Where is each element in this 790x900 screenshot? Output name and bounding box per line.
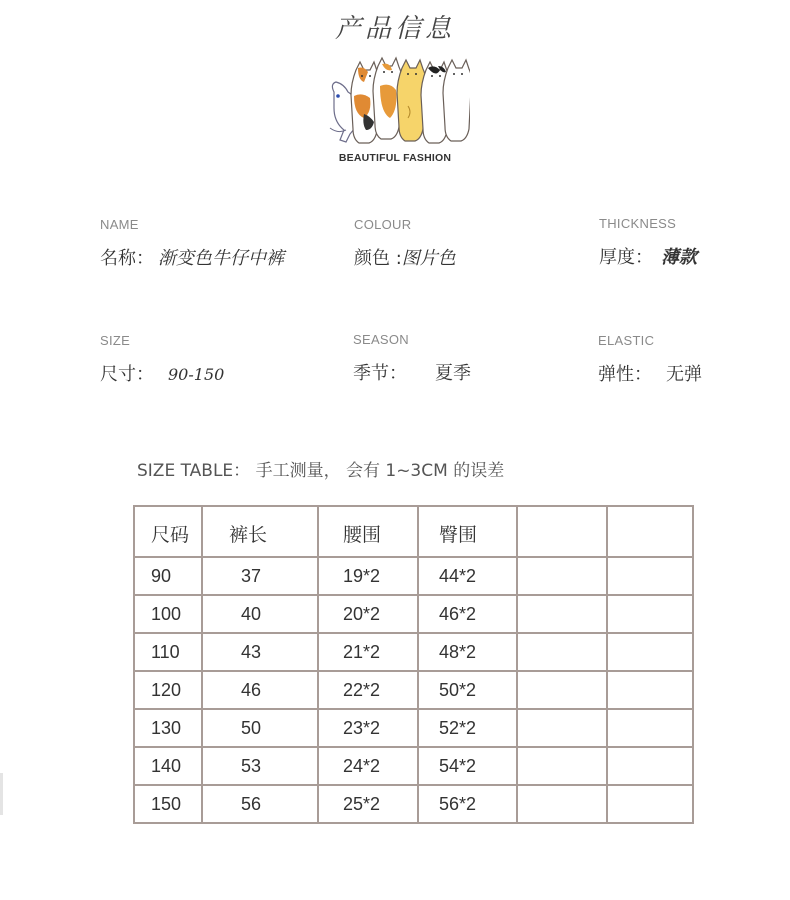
table-row <box>134 709 693 747</box>
table-cell <box>607 595 693 633</box>
table-cell: 22*2 <box>318 671 418 709</box>
table-cell: 40 <box>202 595 318 633</box>
table-cell <box>607 633 693 671</box>
table-cell: 46 <box>202 671 318 709</box>
table-cell <box>517 557 607 595</box>
table-cell <box>607 785 693 823</box>
table-cell: 56*2 <box>418 785 517 823</box>
table-cell <box>517 595 607 633</box>
table-cell <box>607 709 693 747</box>
table-row <box>134 595 693 633</box>
table-cell: 140 <box>134 747 202 785</box>
table-cell: 44*2 <box>418 557 517 595</box>
field-key: 弹性： <box>598 364 652 385</box>
table-cell <box>607 747 693 785</box>
table-row <box>134 747 693 785</box>
field-size <box>100 333 224 386</box>
table-cell: 23*2 <box>318 709 418 747</box>
table-cell: 53 <box>202 747 318 785</box>
field-label-en: SIZE <box>100 333 131 348</box>
table-row <box>134 633 693 671</box>
table-cell: 21*2 <box>318 633 418 671</box>
brand-logo <box>320 56 470 168</box>
table-cell <box>517 671 607 709</box>
table-cell <box>517 633 607 671</box>
table-cell: 46*2 <box>418 595 517 633</box>
table-cell <box>607 557 693 595</box>
field-label-en: ELASTIC <box>598 333 655 348</box>
size-table <box>133 505 694 824</box>
table-header-cell: 尺码 <box>134 506 202 557</box>
size-table-caption: SIZE TABLE： 手工测量， 会有 1~3CM 的误差 <box>137 461 505 481</box>
field-label-en: COLOUR <box>354 217 412 232</box>
table-cell: 54*2 <box>418 747 517 785</box>
table-cell: 56 <box>202 785 318 823</box>
table-cell: 150 <box>134 785 202 823</box>
field-value: 图片色 <box>401 248 456 269</box>
table-cell: 50 <box>202 709 318 747</box>
table-cell: 100 <box>134 595 202 633</box>
table-header-row <box>134 506 693 557</box>
table-cell: 20*2 <box>318 595 418 633</box>
table-cell <box>517 747 607 785</box>
table-cell: 25*2 <box>318 785 418 823</box>
field-colour <box>354 217 456 270</box>
table-cell: 50*2 <box>418 671 517 709</box>
logo-text: BEAUTIFUL FASHION <box>338 152 452 164</box>
table-cell: 48*2 <box>418 633 517 671</box>
field-key: 名称： <box>100 248 154 269</box>
table-cell: 24*2 <box>318 747 418 785</box>
page-title: 产品信息 <box>334 14 455 44</box>
field-name <box>100 217 284 270</box>
table-cell <box>517 709 607 747</box>
field-key: 季节： <box>353 363 407 384</box>
field-thickness <box>599 216 697 269</box>
table-header-cell <box>517 506 607 557</box>
field-elastic <box>598 333 702 386</box>
table-cell: 19*2 <box>318 557 418 595</box>
field-key: 厚度： <box>599 247 653 268</box>
edge-divider <box>0 773 3 815</box>
field-value: 90-150 <box>168 365 225 384</box>
table-header-cell: 腰围 <box>318 506 418 557</box>
table-header-cell: 裤长 <box>202 506 318 557</box>
table-cell <box>607 671 693 709</box>
table-cell: 120 <box>134 671 202 709</box>
table-cell: 90 <box>134 557 202 595</box>
cats-illustration-icon <box>320 56 470 152</box>
table-cell: 43 <box>202 633 318 671</box>
table-cell: 37 <box>202 557 318 595</box>
field-season <box>353 332 471 385</box>
table-cell: 52*2 <box>418 709 517 747</box>
field-label-en: NAME <box>100 217 139 232</box>
table-cell: 130 <box>134 709 202 747</box>
table-row <box>134 785 693 823</box>
field-key: 颜色 : <box>354 248 402 269</box>
field-key: 尺寸： <box>100 364 154 385</box>
field-value: 无弹 <box>666 364 702 385</box>
table-header-cell <box>607 506 693 557</box>
table-row <box>134 671 693 709</box>
table-cell: 110 <box>134 633 202 671</box>
field-label-en: THICKNESS <box>599 216 677 231</box>
field-label-en: SEASON <box>353 332 409 347</box>
table-header-cell: 臀围 <box>418 506 517 557</box>
field-value: 渐变色牛仔中裤 <box>158 248 284 269</box>
table-cell <box>517 785 607 823</box>
field-value: 夏季 <box>435 363 471 384</box>
field-value: 薄款 <box>661 247 697 268</box>
table-row <box>134 557 693 595</box>
